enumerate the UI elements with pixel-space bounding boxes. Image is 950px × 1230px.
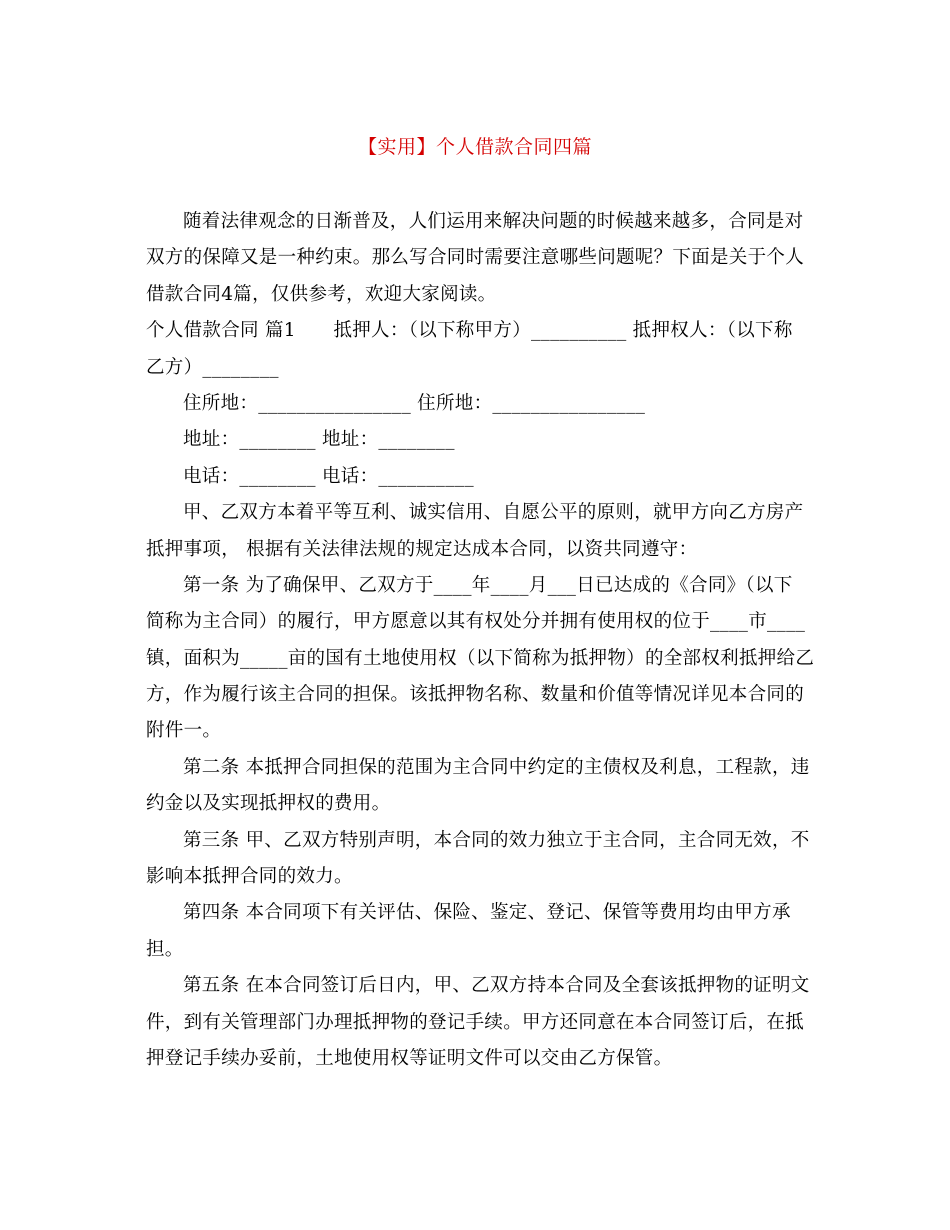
body-line: 方，作为履行该主合同的担保。该抵押物名称、数量和价值等情况详见本合同的 <box>146 684 805 706</box>
body-line: 借款合同4篇，仅供参考，欢迎大家阅读。 <box>146 283 497 305</box>
body-line: 影响本抵押合同的效力。 <box>146 866 353 888</box>
body-line: 乙方）________ <box>146 356 279 378</box>
document-body <box>146 204 815 1077</box>
body-line: 第四条 本合同项下有关评估、保险、鉴定、登记、保管等费用均由甲方承 <box>183 902 791 924</box>
body-line: 抵押事项， 根据有关法律法规的规定达成本合同，以资共同遵守： <box>146 538 698 560</box>
body-line: 第三条 甲、乙双方特别声明，本合同的效力独立于主合同，主合同无效，不 <box>183 829 810 851</box>
body-line: 第二条 本抵押合同担保的范围为主合同中约定的主债权及利息，工程款，违 <box>183 756 810 778</box>
body-line: 个人借款合同 篇1 抵押人：（以下称甲方）__________ 抵押权人：（以下称 <box>146 320 793 342</box>
body-line: 担。 <box>146 938 184 960</box>
body-line: 双方的保障又是一种约束。那么写合同时需要注意哪些问题呢？下面是关于个人 <box>146 247 805 269</box>
body-line: 简称为主合同）的履行，甲方愿意以其有权处分并拥有使用权的位于____市____ <box>146 611 806 633</box>
body-line: 随着法律观念的日渐普及，人们运用来解决问题的时候越来越多，合同是对 <box>183 211 804 232</box>
body-line: 第五条 在本合同签订后日内，甲、乙双方持本合同及全套该抵押物的证明文 <box>183 975 810 997</box>
body-line: 甲、乙双方本着平等互利、诚实信用、自愿公平的原则，就甲方向乙方房产 <box>183 502 804 524</box>
body-line: 第一条 为了确保甲、乙双方于____年____月___日已达成的《合同》（以下 <box>183 574 793 596</box>
body-line: 镇，面积为_____亩的国有土地使用权（以下简称为抵押物）的全部权利抵押给乙 <box>146 647 815 669</box>
document-title: 【实用】个人借款合同四篇 <box>357 136 592 158</box>
body-line: 地址：________ 地址：________ <box>183 429 455 451</box>
body-line: 约金以及实现抵押权的费用。 <box>146 793 391 815</box>
body-line: 押登记手续办妥前，土地使用权等证明文件可以交由乙方保管。 <box>146 1047 673 1069</box>
body-line: 件，到有关管理部门办理抵押物的登记手续。甲方还同意在本合同签订后，在抵 <box>146 1011 805 1033</box>
body-line: 电话：________ 电话：__________ <box>183 465 474 487</box>
body-line: 附件一。 <box>146 720 222 742</box>
body-line: 住所地：________________ 住所地：________________ <box>183 392 646 414</box>
